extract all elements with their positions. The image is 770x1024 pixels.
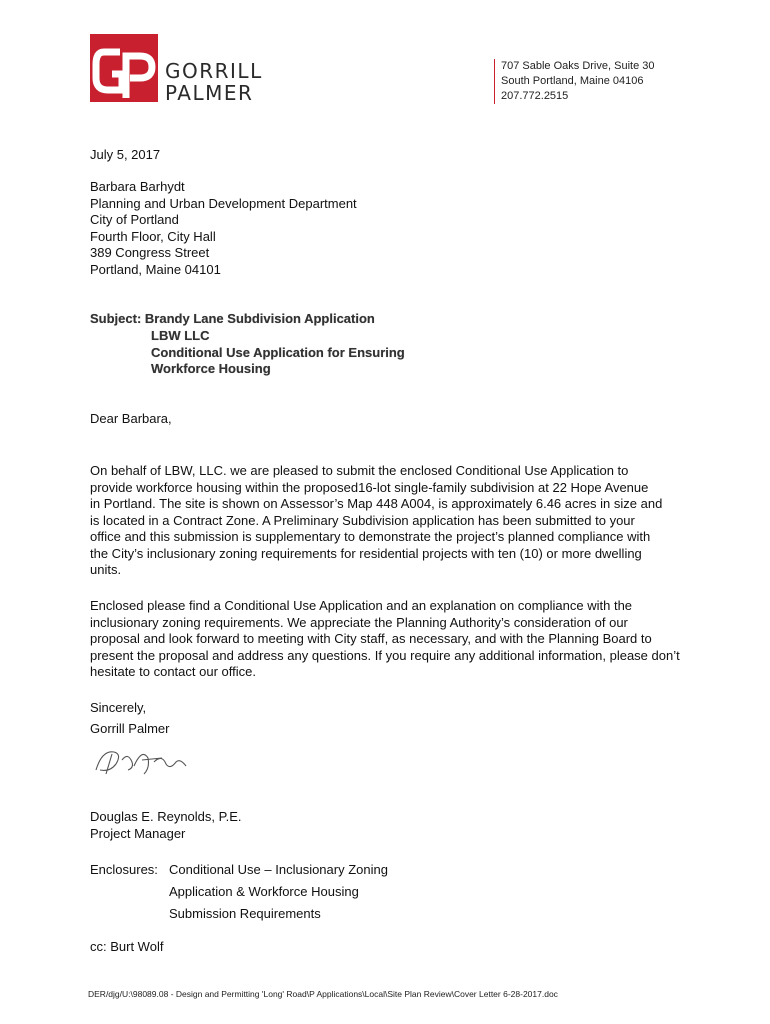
address-line: South Portland, Maine 04106 [501,75,644,87]
company-name-line2: PALMER [165,81,254,105]
paragraph-line: units. [90,562,122,577]
recipient-line: Fourth Floor, City Hall [90,228,216,244]
salutation: Dear Barbara, [90,411,172,426]
subject-label: Subject: [90,311,142,326]
gp-logo-icon [90,34,158,102]
subject-line: LBW LLC [151,328,210,343]
cc-line: cc: Burt Wolf [90,939,164,954]
file-path-footer: DER/djg/U:\98089.08 - Design and Permitting 'Long' Road\P Applications\Local\Site Plan Review\Cover Letter 6-28-2017.doc [88,989,558,999]
enclosures-label: Enclosures: [90,862,158,877]
closing-company: Gorrill Palmer [90,721,170,736]
subject-line: Conditional Use Application for Ensuring [151,344,405,360]
signer-title: Project Manager [90,826,186,841]
paragraph-line: office and this submission is supplementary to demonstrate the project’s planned compliance with [90,529,651,544]
enclosure-line: Submission Requirements [169,906,321,921]
closing-sincerely: Sincerely, [90,700,147,715]
letter-date: July 5, 2017 [90,147,161,162]
body-paragraph-1 [90,463,675,579]
handwritten-signature [92,740,192,785]
company-name-line1: GORRILL [165,59,263,83]
address-line: 207.772.2515 [501,90,569,102]
recipient-address [90,179,357,278]
subject-details [151,328,405,378]
address-line: 707 Sable Oaks Drive, Suite 30 [501,60,655,72]
paragraph-line: provide workforce housing within the proposed16-lot single-family subdivision at 22 Hope Avenue [90,479,649,495]
recipient-line: 389 Congress Street [90,245,210,260]
recipient-line: City of Portland [90,212,179,227]
company-logo [90,34,158,102]
subject-title: Brandy Lane Subdivision Application [144,311,375,326]
paragraph-line: inclusionary zoning requirements. We appreciate the Planning Authority’s consideration of our [90,614,628,630]
recipient-line: Portland, Maine 04101 [90,261,221,277]
enclosure-line: Application & Workforce Housing [169,884,359,899]
subject-block [90,311,375,328]
paragraph-line: proposal and look forward to meeting with City staff, as necessary, and with the Planning Board to [90,631,652,646]
enclosures-list [169,862,388,925]
signer-name: Douglas E. Reynolds, P.E. [90,809,242,824]
recipient-line: Planning and Urban Development Department [90,195,357,211]
paragraph-line: Enclosed please find a Conditional Use Application and an explanation on compliance with the [90,598,633,613]
paragraph-line: On behalf of LBW, LLC. we are pleased to submit the enclosed Conditional Use Application to [90,463,629,478]
company-address [494,59,654,104]
body-paragraph-2 [90,598,680,681]
paragraph-line: present the proposal and address any questions. If you require any additional information, please don’t [90,647,680,663]
subject-line: Workforce Housing [151,361,271,376]
recipient-line: Barbara Barhydt [90,179,185,194]
paragraph-line: hesitate to contact our office. [90,664,256,679]
company-name [165,60,263,104]
paragraph-line: in Portland. The site is shown on Assessor’s Map 448 A004, is approximately 6.46 acres in size and [90,496,663,511]
paragraph-line: the City’s inclusionary zoning requirements for residential projects with ten (10) or more dwelling [90,545,642,561]
enclosure-line: Conditional Use – Inclusionary Zoning [169,862,388,877]
paragraph-line: is located in a Contract Zone. A Preliminary Subdivision application has been submitted to your [90,512,635,528]
